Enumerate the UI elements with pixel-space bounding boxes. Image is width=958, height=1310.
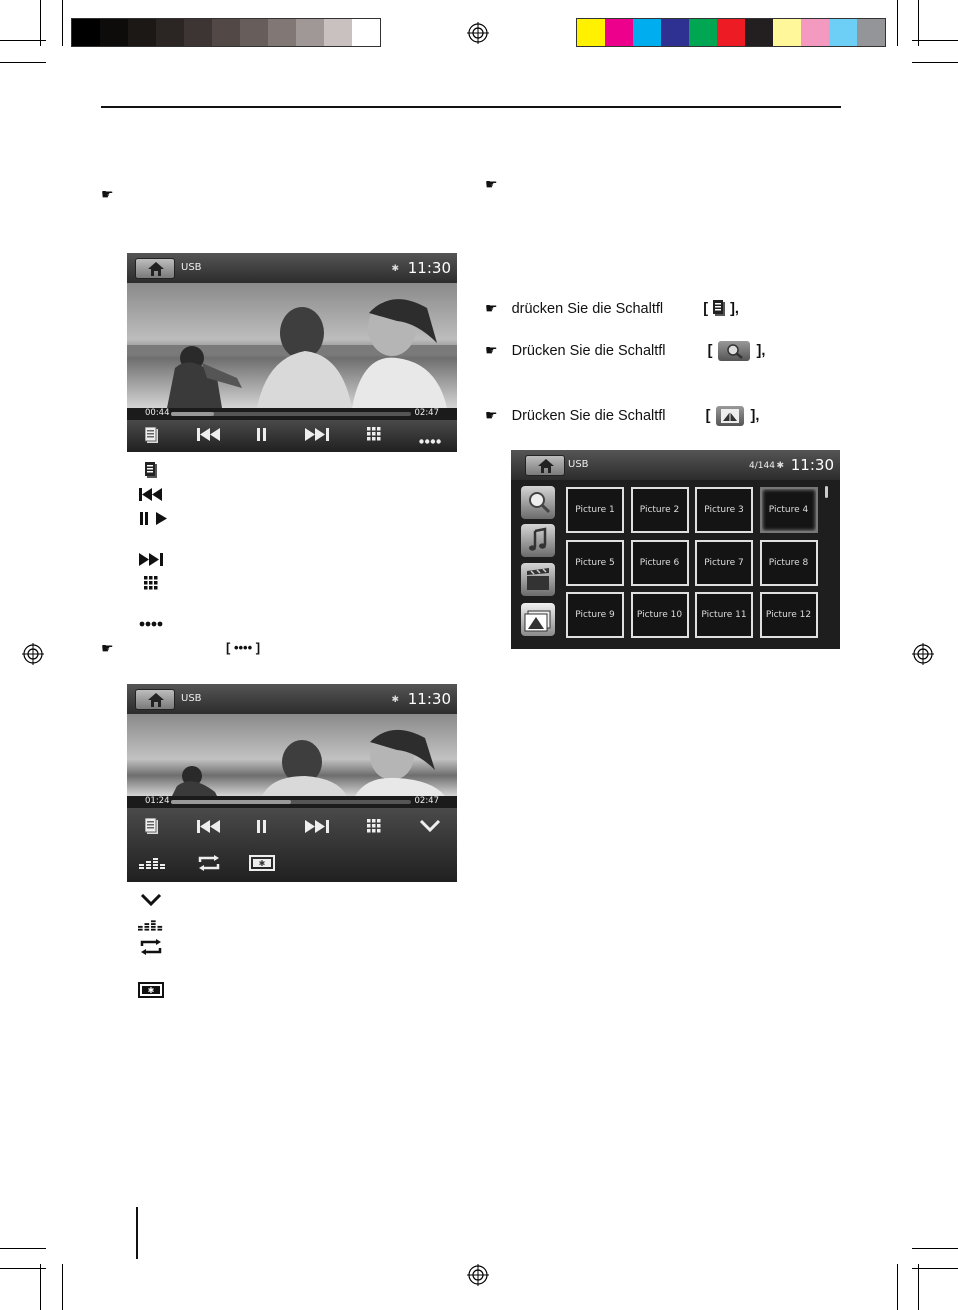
pause-icon <box>257 820 267 833</box>
search-button[interactable] <box>521 486 555 519</box>
color-bar <box>576 18 886 47</box>
color-swatch <box>745 19 773 46</box>
pointing-hand-icon: ☛ <box>485 177 498 193</box>
next-track-button[interactable] <box>305 428 329 445</box>
skip-back-icon <box>197 820 221 833</box>
crop-mark <box>912 62 958 63</box>
pause-button[interactable] <box>257 820 267 837</box>
bluetooth-icon: ✱ <box>391 264 399 274</box>
picture-tile[interactable]: Picture 5 <box>566 540 624 586</box>
more-dots-icon <box>138 615 164 633</box>
bracket-open: [ <box>705 407 711 424</box>
status-bar <box>127 684 457 714</box>
step-text: Drücken Sie die Schaltfl <box>511 407 666 424</box>
bracket-close: ], <box>756 342 766 359</box>
color-swatch <box>100 19 128 46</box>
header-rule <box>101 106 841 108</box>
pause-play-icon <box>138 509 172 527</box>
color-swatch <box>72 19 100 46</box>
pointing-hand-icon: ☛ <box>101 641 114 657</box>
step-text: Drücken Sie die Schaltfl <box>511 342 666 359</box>
equalizer-button[interactable] <box>139 856 167 874</box>
repeat-icon <box>138 938 164 956</box>
file-list-button[interactable] <box>145 818 159 839</box>
source-label: USB <box>181 262 202 273</box>
video-frame <box>127 283 457 408</box>
color-swatch <box>605 19 633 46</box>
control-bar <box>127 420 457 452</box>
svg-text:✱: ✱ <box>258 859 266 868</box>
total-time: 02:47 <box>414 796 439 806</box>
instruction-step-2 <box>485 341 765 361</box>
skip-forward-icon <box>305 428 329 441</box>
color-swatch <box>717 19 745 46</box>
crop-mark <box>912 40 958 41</box>
repeat-button[interactable] <box>197 855 221 875</box>
file-list-icon <box>145 427 159 444</box>
file-list-icon <box>145 818 159 835</box>
registration-mark-icon <box>467 22 489 44</box>
slideshow-icon <box>249 855 275 871</box>
color-swatch <box>324 19 352 46</box>
picture-browser-screen <box>511 450 840 649</box>
picture-tile[interactable]: Picture 1 <box>566 487 624 533</box>
color-swatch <box>240 19 268 46</box>
instruction-step-1 <box>485 300 739 317</box>
svg-text:✱: ✱ <box>147 986 155 995</box>
color-swatch <box>212 19 240 46</box>
search-icon <box>521 486 555 519</box>
crop-mark <box>40 1264 41 1310</box>
pictures-icon <box>521 603 555 636</box>
registration-mark-icon <box>912 643 934 665</box>
pointing-hand-icon: ☛ <box>485 301 498 317</box>
chevron-down-icon <box>138 891 164 909</box>
home-icon <box>148 262 164 276</box>
home-icon <box>148 693 164 707</box>
crop-mark <box>912 1268 958 1269</box>
color-swatch <box>577 19 605 46</box>
color-swatch <box>689 19 717 46</box>
previous-track-button[interactable] <box>197 428 221 445</box>
skip-forward-icon <box>305 820 329 833</box>
total-time: 02:47 <box>414 408 439 418</box>
bracket-close: ], <box>750 407 760 424</box>
equalizer-icon <box>139 856 167 870</box>
grid-icon <box>138 574 164 592</box>
color-swatch <box>857 19 885 46</box>
picture-tile[interactable]: Picture 3 <box>695 487 753 533</box>
skip-back-icon <box>197 428 221 441</box>
crop-mark <box>0 62 46 63</box>
source-label: USB <box>568 459 589 470</box>
progress-track <box>171 800 411 804</box>
more-button-reference: [ •••• ] <box>226 640 261 655</box>
crop-mark <box>0 1248 46 1249</box>
bluetooth-icon: ✱ <box>776 461 784 471</box>
progress-fill <box>171 412 214 416</box>
slideshow-icon <box>138 981 164 999</box>
scrollbar-thumb[interactable] <box>825 486 828 498</box>
crop-mark <box>0 40 46 41</box>
equalizer-icon <box>138 916 164 934</box>
progress-bar[interactable] <box>127 408 457 420</box>
picture-tile[interactable]: Picture 10 <box>631 592 689 638</box>
elapsed-time: 01:24 <box>145 796 170 806</box>
chevron-down-icon <box>419 820 441 832</box>
crop-mark <box>918 1264 919 1310</box>
video-player-screen-expanded <box>127 684 457 882</box>
gray-color-bar <box>71 18 381 47</box>
file-list-icon <box>712 300 726 316</box>
pointing-hand-icon: ☛ <box>485 407 498 424</box>
music-note-icon <box>521 524 555 557</box>
color-swatch <box>184 19 212 46</box>
control-bar-expanded <box>127 808 457 882</box>
registration-mark-icon <box>467 1264 489 1286</box>
pause-icon <box>257 428 267 441</box>
music-button[interactable] <box>521 524 555 557</box>
footer-rule <box>136 1207 138 1259</box>
bluetooth-icon: ✱ <box>391 695 399 705</box>
video-player-screen <box>127 253 457 452</box>
previous-track-button[interactable] <box>197 820 221 837</box>
repeat-icon <box>197 855 221 871</box>
more-button[interactable] <box>419 432 441 448</box>
clock: 11:30 <box>407 690 451 708</box>
progress-bar[interactable] <box>127 796 457 808</box>
skip-forward-icon <box>138 550 164 568</box>
color-swatch <box>661 19 689 46</box>
status-bar <box>127 253 457 283</box>
picture-tile[interactable]: Picture 9 <box>566 592 624 638</box>
status-bar <box>511 450 840 480</box>
elapsed-time: 00:44 <box>145 408 170 418</box>
step-text: drücken Sie die Schaltfl <box>511 301 664 317</box>
color-swatch <box>773 19 801 46</box>
pictures-button-icon <box>716 406 744 426</box>
picture-tile[interactable]: Picture 4 <box>760 487 818 533</box>
grid-icon <box>367 427 381 441</box>
progress-fill <box>171 800 291 804</box>
color-swatch <box>829 19 857 46</box>
more-dots-icon <box>419 439 441 444</box>
crop-mark <box>62 0 63 46</box>
color-swatch <box>801 19 829 46</box>
color-swatch <box>633 19 661 46</box>
clapperboard-icon <box>521 563 555 596</box>
keypad-button[interactable] <box>367 819 381 837</box>
collapse-button[interactable] <box>419 820 441 836</box>
pictures-button[interactable] <box>521 603 555 636</box>
home-button[interactable] <box>525 455 565 476</box>
registration-mark-icon <box>22 643 44 665</box>
picture-tile[interactable]: Picture 2 <box>631 487 689 533</box>
bracket-open: [ <box>707 342 713 359</box>
instruction-step-3 <box>485 406 759 426</box>
home-icon <box>538 459 554 473</box>
clock: 11:30 <box>407 259 451 277</box>
crop-mark <box>897 1264 898 1310</box>
picture-tile[interactable]: Picture 8 <box>760 540 818 586</box>
crop-mark <box>897 0 898 46</box>
skip-back-icon <box>138 485 164 503</box>
color-swatch <box>352 19 380 46</box>
next-track-button[interactable] <box>305 820 329 837</box>
color-swatch <box>268 19 296 46</box>
crop-mark <box>912 1248 958 1249</box>
keypad-button[interactable] <box>367 427 381 445</box>
clock: 11:30 <box>790 456 834 474</box>
picture-tile[interactable]: Picture 6 <box>631 540 689 586</box>
bracket-open: [ <box>703 301 709 317</box>
color-swatch <box>296 19 324 46</box>
video-frame <box>127 714 457 796</box>
pointing-hand-icon: ☛ <box>101 187 114 203</box>
slideshow-button[interactable] <box>249 855 275 875</box>
progress-track <box>171 412 411 416</box>
source-label: USB <box>181 693 202 704</box>
color-swatch <box>156 19 184 46</box>
search-button-icon <box>718 341 750 361</box>
picture-counter: 4/144 <box>749 461 775 471</box>
home-button[interactable] <box>135 258 175 279</box>
color-swatch <box>128 19 156 46</box>
video-button[interactable] <box>521 563 555 596</box>
home-button[interactable] <box>135 689 175 710</box>
picture-tile[interactable]: Picture 11 <box>695 592 753 638</box>
file-list-icon <box>138 461 164 479</box>
grid-icon <box>367 819 381 833</box>
picture-tile[interactable]: Picture 7 <box>695 540 753 586</box>
bracket-close: ], <box>730 301 739 317</box>
file-list-button[interactable] <box>145 427 159 448</box>
picture-tile[interactable]: Picture 12 <box>760 592 818 638</box>
crop-mark <box>62 1264 63 1310</box>
pointing-hand-icon: ☛ <box>485 342 498 359</box>
pause-button[interactable] <box>257 428 267 445</box>
crop-mark <box>0 1268 46 1269</box>
